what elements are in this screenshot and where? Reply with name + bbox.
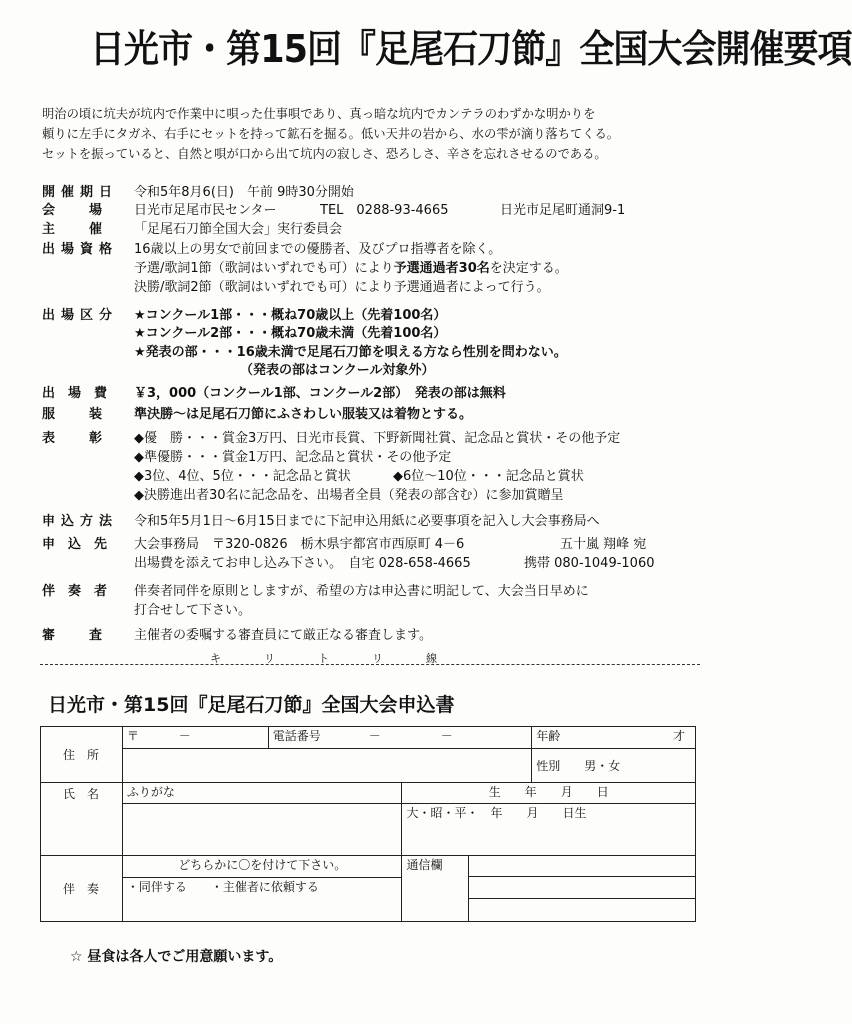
apply-method-label: 申込方法 xyxy=(42,514,119,529)
cut-line-text: キリトリ線 xyxy=(210,652,480,665)
phone-field[interactable]: 電話番号 － － xyxy=(268,727,532,749)
lunch-note: ☆ 昼食は各人でご用意願います。 xyxy=(70,949,283,965)
cut-line xyxy=(40,664,700,665)
intro-line-1: 明治の頃に坑夫が坑内で作業中に唄った仕事唄であり、真っ暗な坑内でカンテラのわずかな明かりを xyxy=(42,107,596,121)
awards-line-4: ◆決勝進出者30名に記念品を、出場者全員（発表の部含む）に参加賞贈呈 xyxy=(134,488,564,503)
fee-value: ￥3，000（コンクール1部、コンクール2部） 発表の部は無料 xyxy=(134,386,506,401)
division-label: 出場区分 xyxy=(42,308,119,323)
name-field[interactable] xyxy=(122,804,402,856)
apply-method-value: 令和5年5月1日～6月15日までに下記申込用紙に必要事項を記入し大会事務局へ xyxy=(134,514,600,529)
host-label: 主催 xyxy=(42,222,137,237)
division-note: （発表の部はコンクール対象外） xyxy=(240,363,435,378)
review-value: 主催者の委嘱する審査員にて厳正なる審査します。 xyxy=(134,628,432,643)
qualification-label: 出場資格 xyxy=(42,242,119,257)
awards-line-1: ◆優 勝・・・賞金3万円、日光市長賞、下野新聞社賞、記念品と賞状・その他予定 xyxy=(134,431,621,446)
comments-field[interactable] xyxy=(402,856,696,922)
venue-label: 会場 xyxy=(42,203,137,218)
date-label: 開催期日 xyxy=(42,185,119,200)
awards-label: 表彰 xyxy=(42,431,137,446)
apply-to-mobile: 携帯 080-1049-1060 xyxy=(524,556,655,571)
apply-to-contact: 五十嵐 翔峰 宛 xyxy=(560,537,647,552)
venue-name: 日光市足尾市民センター xyxy=(134,203,277,218)
venue-address: 日光市足尾町通洞9-1 xyxy=(500,203,626,218)
division-line-2: ★コンクール2部・・・概ね70歳未満（先着100名） xyxy=(134,326,447,341)
host-value: 「足尾石刀節全国大会」実行委員会 xyxy=(134,222,343,237)
apply-to-line-1: 大会事務局 〒320-0826 栃木県宇都宮市西原町 4－6 xyxy=(134,537,465,552)
birth-header: 生 年 月 日 xyxy=(402,783,696,804)
comments-label: 通信欄 xyxy=(402,856,469,877)
accompanist-label: 伴奏者 xyxy=(42,584,121,599)
dress-label: 服装 xyxy=(42,407,137,422)
accompaniment-label: 伴奏 xyxy=(41,856,123,922)
furigana-field[interactable]: ふりがな xyxy=(122,783,402,804)
date-value: 令和5年8月6(日) 午前 9時30分開始 xyxy=(134,185,354,200)
qualification-line-3: 決勝/歌詞2節（歌詞はいずれでも可）により予選通過者によって行う。 xyxy=(134,280,550,295)
awards-line-3b: ◆6位～10位・・・記念品と賞状 xyxy=(393,469,584,484)
accompanist-line-1: 伴奏者同伴を原則としますが、希望の方は申込書に明記して、大会当日早めに xyxy=(134,584,589,599)
form-title: 日光市・第15回『足尾石刀節』全国大会申込書 xyxy=(48,694,455,716)
fee-label: 出場費 xyxy=(42,386,121,401)
division-line-3: ★発表の部・・・16歳未満で足尾石刀節を唄える方なら性別を問わない。 xyxy=(134,345,567,360)
name-label: 氏名 xyxy=(41,783,123,856)
apply-to-line-2: 出場費を添えてお申し込み下さい。 自宅 028-658-4665 xyxy=(134,556,471,571)
age-field[interactable]: 年齢 才 xyxy=(532,727,696,749)
intro-line-2: 頼りに左手にタガネ、右手にセットを持って鉱石を掘る。低い天井の岩から、水の雫が滴り落ちてくる。 xyxy=(42,127,620,141)
awards-line-3a: ◆3位、4位、5位・・・記念品と賞状 xyxy=(134,469,351,484)
qualification-line-2: 予選/歌詞1節（歌詞はいずれでも可）により予選通過者30名を決定する。 xyxy=(134,261,568,276)
application-form xyxy=(40,726,696,922)
page-title: 日光市・第15回『足尾石刀節』全国大会開催要項 xyxy=(90,27,852,71)
apply-to-label: 申込先 xyxy=(42,537,121,552)
qualification-line-1: 16歳以上の男女で前回までの優勝者、及びプロ指導者を除く。 xyxy=(134,242,502,257)
postal-field[interactable]: 〒 － xyxy=(122,727,268,749)
dress-value: 準決勝～は足尾石刀節にふさわしい服装又は着物とする。 xyxy=(134,407,473,422)
accompaniment-instruction: どちらかに〇を付けて下さい。 xyxy=(122,856,402,878)
birthdate-field[interactable]: 大・昭・平・ 年 月 日生 xyxy=(402,804,696,856)
division-line-1: ★コンクール1部・・・概ね70歳以上（先着100名） xyxy=(134,308,447,323)
awards-line-2: ◆準優勝・・・賞金1万円、記念品と賞状・その他予定 xyxy=(134,450,452,465)
intro-line-3: セットを振っていると、自然と唄が口から出て坑内の寂しさ、恐ろしさ、辛さを忘れさせるのである。 xyxy=(42,147,607,161)
address-label: 住所 xyxy=(41,727,123,783)
venue-tel: TEL 0288-93-4665 xyxy=(320,203,449,218)
gender-field[interactable]: 性別 男・女 xyxy=(532,749,696,783)
accompanist-line-2: 打合せして下さい。 xyxy=(134,603,252,618)
review-label: 審査 xyxy=(42,628,137,643)
accompaniment-options[interactable]: ・同伴する ・主催者に依頼する xyxy=(122,878,402,922)
address-field[interactable] xyxy=(122,749,531,783)
